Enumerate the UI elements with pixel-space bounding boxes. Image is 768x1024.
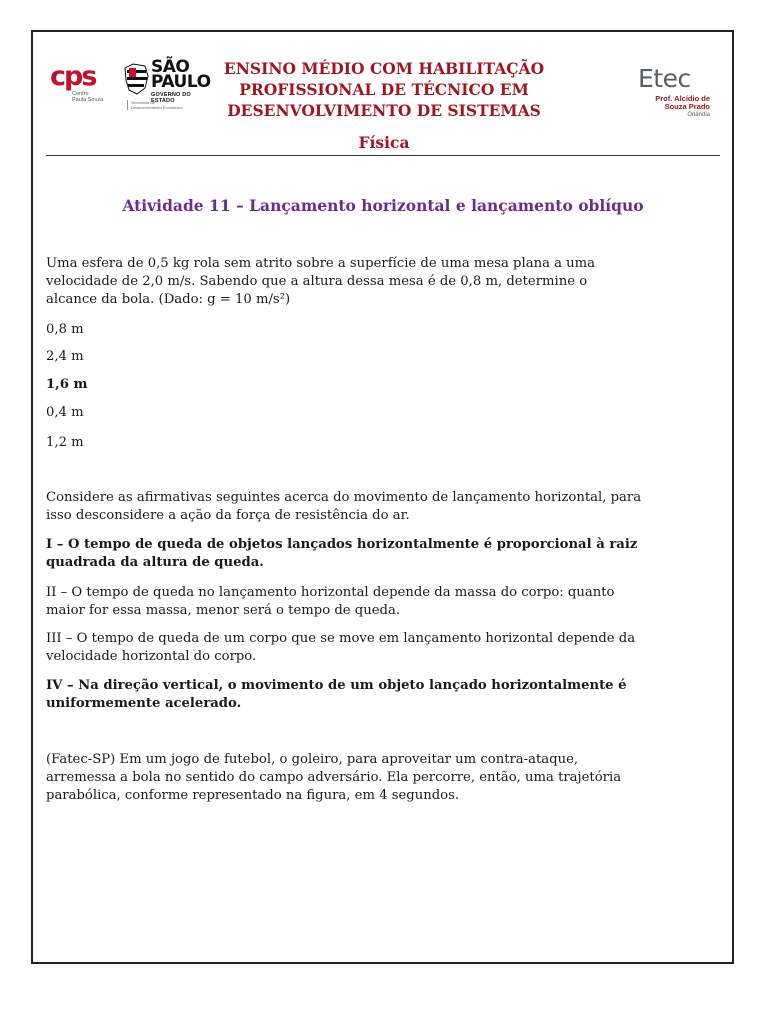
sao-paulo-logo-subtitle: GOVERNO DO ESTADO: [151, 92, 191, 104]
statement-line: quadrada da altura de queda.: [46, 555, 264, 570]
etec-logo-name-line: Souza Prado: [664, 102, 710, 111]
sao-paulo-logo-title-line: PAULO: [151, 72, 211, 92]
header-title-line: DESENVOLVIMENTO DE SISTEMAS: [227, 101, 541, 120]
statement-line: maior for essa massa, menor será o tempo de queda.: [46, 603, 401, 618]
sao-paulo-logo-small-line: Secretaria de: [131, 100, 155, 105]
statement-line: I – O tempo de queda de objetos lançados horizontalmente é proporcional à raiz: [46, 537, 638, 552]
statement-line: uniformemente acelerado.: [46, 696, 242, 711]
sao-paulo-logo-small-text: [131, 101, 183, 110]
statement-line: velocidade horizontal do corpo.: [46, 649, 257, 664]
question-1-option: 2,4 m: [46, 349, 84, 364]
cps-logo: [50, 63, 108, 105]
etec-logo-word: Etec: [638, 64, 691, 93]
question-3-line: arremessa a bola no sentido do campo adversário. Ela percorre, então, uma trajetória: [46, 770, 622, 785]
statement-iv: [46, 677, 726, 713]
etec-logo-name-line: Prof. Alcídio de: [655, 94, 710, 103]
question-2-intro-line: isso desconsidere a ação da força de resistência do ar.: [46, 508, 410, 523]
header-divider: [46, 155, 720, 156]
etec-logo-city: Orlândia: [687, 112, 710, 118]
question-1-line: velocidade de 2,0 m/s. Sabendo que a altura dessa mesa é de 0,8 m, determine o: [46, 274, 588, 289]
cps-logo-subtitle-line: Paula Souza: [72, 97, 104, 103]
etec-logo-school-name: [655, 95, 710, 111]
statement-line: III – O tempo de queda de um corpo que se move em lançamento horizontal depende da: [46, 631, 636, 646]
header-title-line: PROFISSIONAL DE TÉCNICO EM: [239, 80, 529, 99]
sao-paulo-logo-small-line: Desenvolvimento Econômico: [131, 104, 183, 110]
question-1-option: 0,4 m: [46, 405, 84, 420]
statement-line: II – O tempo de queda no lançamento horizontal depende da massa do corpo: quanto: [46, 585, 615, 600]
header-title-line: ENSINO MÉDIO COM HABILITAÇÃO: [223, 59, 545, 78]
question-1-text: [46, 255, 726, 309]
sao-paulo-logo-title-line: SÃO: [151, 57, 190, 77]
subject-title: Física: [358, 133, 410, 152]
cps-logo-letters: cps: [50, 61, 96, 92]
question-3-line: parabólica, conforme representado na figura, em 4 segundos.: [46, 788, 460, 803]
statement-iii: [46, 630, 726, 666]
question-1-option: 1,2 m: [46, 435, 84, 450]
statement-i: [46, 536, 726, 572]
question-1-option-correct: 1,6 m: [46, 377, 88, 392]
cps-logo-subtitle: [72, 91, 103, 103]
question-1-line: Uma esfera de 0,5 kg rola sem atrito sobre a superfície de uma mesa plana a uma: [46, 256, 596, 271]
question-3-text: [46, 751, 726, 805]
etec-logo: [636, 66, 716, 118]
question-1-option: 0,8 m: [46, 322, 84, 337]
cps-logo-subtitle-line: Centro: [72, 91, 89, 97]
question-3-line: (Fatec-SP) Em um jogo de futebol, o goleiro, para aproveitar um contra-ataque,: [46, 752, 579, 767]
question-2-intro: [46, 489, 726, 525]
sao-paulo-flag-icon: [123, 62, 149, 96]
document-header-title: [200, 58, 568, 121]
question-1-line: alcance da bola. (Dado: g = 10 m/s²): [46, 292, 291, 307]
question-2-intro-line: Considere as afirmativas seguintes acerca do movimento de lançamento horizontal, para: [46, 490, 642, 505]
sao-paulo-logo: [123, 57, 211, 112]
sao-paulo-logo-divider: [127, 100, 128, 110]
statement-line: IV – Na direção vertical, o movimento de um objeto lançado horizontalmente é: [46, 678, 627, 693]
activity-title: Atividade 11 – Lançamento horizontal e lançamento oblíquo: [122, 196, 644, 215]
statement-ii: [46, 584, 726, 620]
